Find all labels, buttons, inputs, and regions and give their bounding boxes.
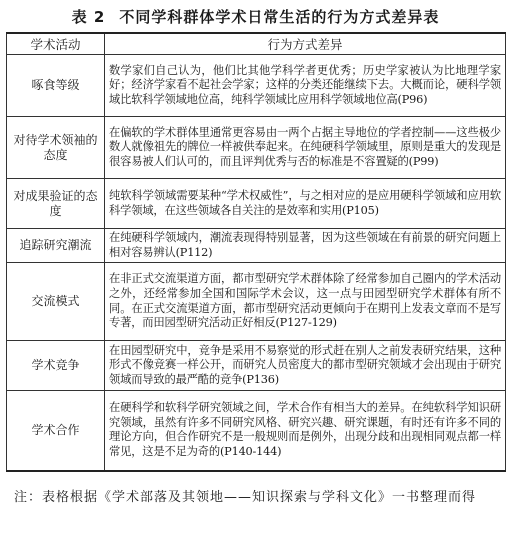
description-cell: 在硬科学和软科学研究领域之间，学术合作有相当大的差异。在纯软科学知识研究领域，虽然有许多不同研究风格、研究兴趣、研究课题，有时还有许多不同的理论方向，但合作研究不是一般规则而是例外，出现分歧和出现相同观点都一样常见，这是不足为奇的(P140-144) <box>105 391 506 471</box>
table-row <box>7 263 506 341</box>
table-row <box>7 55 506 117</box>
description-cell: 在偏软的学术群体里通常更容易由一两个占据主导地位的学者控制——这些极少数人就像祖先的牌位一样被供奉起来。在纯硬科学领域里，原则是重大的发现是很容易被人们认可的，而且评判优秀与否的标准是不容置疑的(P99) <box>105 117 506 179</box>
table-row <box>7 391 506 471</box>
activity-cell: 啄食等级 <box>7 55 105 117</box>
activity-cell: 学术合作 <box>7 391 105 471</box>
column-header-activity: 学术活动 <box>7 33 105 55</box>
description-cell: 在纯硬科学领域内，潮流表现得特别显著，因为这些领域在有前景的研究问题上相对容易辨认(P112) <box>105 229 506 263</box>
activity-cell: 对成果验证的态度 <box>7 179 105 229</box>
table-row <box>7 341 506 391</box>
table-number: 表 2 <box>71 8 106 26</box>
table-note: 注：表格根据《学术部落及其领地——知识探索与学科文化》一书整理而得 <box>14 490 477 505</box>
activity-cell: 交流模式 <box>7 263 105 341</box>
description-cell: 在田园型研究中，竞争是采用不易察觉的形式赶在别人之前发表研究结果，这种形式不像竞赛一样公开，而研究人员密度大的都市型研究领域才会出现由于研究领域而导致的最严酷的竞争(P136) <box>105 341 506 391</box>
column-header-behavior: 行为方式差异 <box>105 33 506 55</box>
table-header-row <box>7 33 506 55</box>
table-row <box>7 179 506 229</box>
activity-cell: 学术竞争 <box>7 341 105 391</box>
table-title <box>0 6 511 27</box>
activity-cell: 对待学术领袖的态度 <box>7 117 105 179</box>
activity-cell: 追踪研究潮流 <box>7 229 105 263</box>
description-cell: 在非正式交流渠道方面，都市型研究学术群体除了经常参加自己圈内的学术活动之外，还经常参加全国和国际学术会议，这一点与田园型研究学术群体有所不同。在正式交流渠道方面，都市型研究活动更倾向于在期刊上发表文章而不是写专著，而田园型研究活动正好相反(P127-129) <box>105 263 506 341</box>
table-title-text: 不同学科群体学术日常生活的行为方式差异表 <box>119 8 440 26</box>
behavior-difference-table <box>6 32 506 472</box>
table-row <box>7 117 506 179</box>
description-cell: 纯软科学领域需要某种“学术权威性”，与之相对应的是应用硬科学领域和应用软科学领域，在这些领域各自关注的是效率和实用(P105) <box>105 179 506 229</box>
table-row <box>7 229 506 263</box>
description-cell: 数学家们自己认为，他们比其他学科学者更优秀；历史学家被认为比地理学家好；经济学家看不起社会学家；这样的分类还能继续下去。大概而论，硬科学领域比软科学领域地位高，纯科学领域比应用科学领域地位高(P96) <box>105 55 506 117</box>
